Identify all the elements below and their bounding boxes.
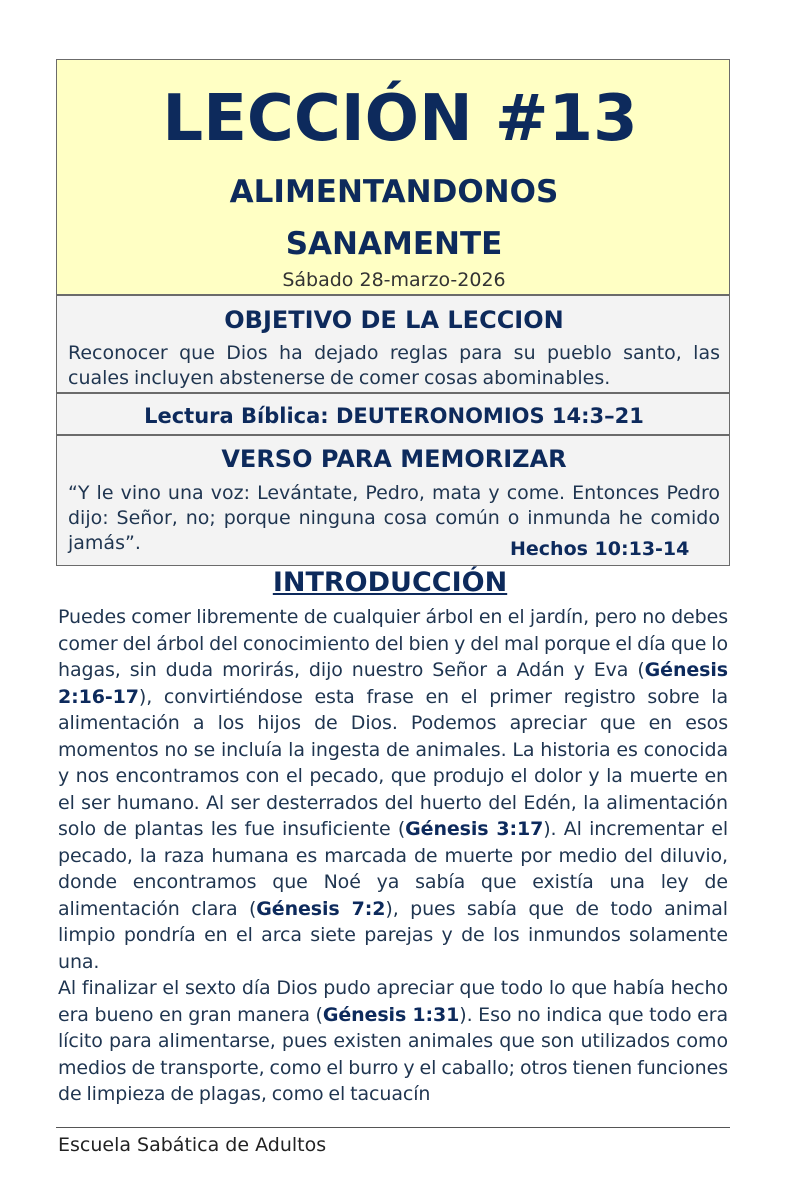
lesson-date: Sábado 28-marzo-2026 <box>282 269 506 291</box>
introduction-paragraph-1 <box>58 604 728 975</box>
bible-reading: Lectura Bíblica: DEUTERONOMIOS 14:3–21 <box>144 404 644 428</box>
introduction-paragraph-2 <box>58 975 728 1108</box>
intro-text: ). Al incrementar el pecado, la raza humana es marcada de muerte por medio del diluvio, donde encontramos que Noé ya sabía que existía una ley de alimentación clara ( <box>58 818 729 920</box>
memory-verse-heading: VERSO PARA MEMORIZAR <box>221 445 567 473</box>
footer-divider <box>56 1127 730 1128</box>
objective-heading: OBJETIVO DE LA LECCION <box>224 306 564 334</box>
scripture-reference: Génesis 2:16-17 <box>58 659 728 708</box>
footer-text: Escuela Sabática de Adultos <box>58 1134 327 1156</box>
intro-text: ), pues sabía que de todo animal limpio pondría en el arca siete parejas y de los inmundos solamente una. <box>58 897 728 973</box>
intro-text: Puedes comer libremente de cualquier árbol en el jardín, pero no debes comer del árbol del conocimiento del bien y del mal porque el día que lo hagas, sin duda morirás, dijo nuestro Señor a Adán y Eva ( <box>58 606 728 681</box>
scripture-reference: Génesis 7:2 <box>256 897 386 920</box>
scripture-reference: Génesis 1:31 <box>322 1003 460 1026</box>
objective-text: Reconocer que Dios ha dejado reglas para su pueblo santo, las cuales incluyen abstenerse de comer cosas abominables. <box>68 342 720 389</box>
lesson-number: LECCIÓN #13 <box>162 82 638 156</box>
intro-text: ). Eso no indica que todo era lícito para alimentarse, pues existen animales que son utilizados como medios de transporte, como el burro y el caballo; otros tienen funciones de limpieza de plagas, como el tacuacín <box>58 1003 728 1105</box>
scripture-reference: Génesis 3:17 <box>405 818 544 840</box>
lesson-title-line-2: SANAMENTE <box>285 226 503 262</box>
introduction-body <box>58 604 728 1108</box>
intro-text: Al finalizar el sexto día Dios pudo apreciar que todo lo que había hecho era bueno en gran manera ( <box>58 977 728 1026</box>
intro-text: ), convirtiéndose esta frase en el primer registro sobre la alimentación a los hijos de Dios. Podemos apreciar que en esos momentos no se incluía la ingesta de animales. La historia es conocida y nos encontramos con el pecado, que produjo el dolor y la muerte en el ser humano. Al ser desterrados del huerto del Edén, la alimentación solo de plantas les fue insuficiente ( <box>58 685 728 840</box>
memory-verse-reference: Hechos 10:13-14 <box>510 538 690 560</box>
lesson-title-line-1: ALIMENTANDONOS <box>229 174 559 210</box>
memory-verse-quote: “Y le vino una voz: Levántate, Pedro, mata y come. Entonces Pedro dijo: Señor, no; porque ninguna cosa común o inmunda he comido jamás”. <box>68 482 720 554</box>
introduction-heading: INTRODUCCIÓN <box>272 567 508 598</box>
